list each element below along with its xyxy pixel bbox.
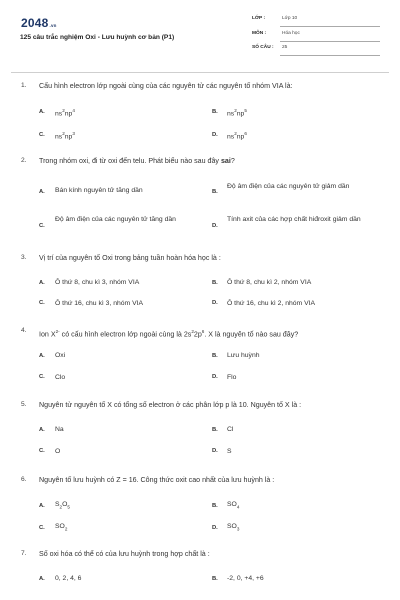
question-text: Nguyên tử nguyên tố X có tổng số electron ở các phân lớp p là 10. Nguyên tố X là : <box>39 401 302 409</box>
header-divider <box>11 72 389 73</box>
option-letter: D. <box>212 448 218 454</box>
option-letter: A. <box>39 576 45 582</box>
option-d[interactable]: Flo <box>227 374 237 381</box>
option-letter: A. <box>39 353 45 359</box>
option-a[interactable]: Oxi <box>55 352 66 359</box>
question-number: 3. <box>21 254 27 261</box>
option-c[interactable]: $SO_2$ <box>55 523 68 532</box>
option-letter: C. <box>39 448 45 454</box>
option-letter: B. <box>212 109 218 115</box>
count-value: 25 <box>282 45 288 50</box>
option-b[interactable]: -2, 0, +4, +6 <box>227 575 264 582</box>
option-letter: A. <box>39 109 45 115</box>
option-b[interactable]: Độ âm điện của các nguyên tử giảm dần <box>227 183 350 190</box>
option-a[interactable]: Bán kính nguyên tử tăng dần <box>55 187 143 194</box>
option-letter: B. <box>212 280 218 286</box>
option-letter: A. <box>39 427 45 433</box>
option-letter: D. <box>212 132 218 138</box>
logo-suffix: .vn <box>49 23 57 28</box>
option-a[interactable]: Na <box>55 426 64 433</box>
option-letter: B. <box>212 427 218 433</box>
option-c[interactable]: Độ âm điện của các nguyên tử tăng dần <box>55 216 176 223</box>
question-number: 4. <box>21 327 27 334</box>
class-underline <box>280 26 380 27</box>
option-letter: C. <box>39 132 45 138</box>
question-text: Ion $X^{2-}$ có cấu hình electron lớp ngoài cùng là $2s^22p^6$. X là nguyên tố nào sau đây? <box>39 329 299 339</box>
count-label: SỐ CÂU : <box>252 45 274 50</box>
option-letter: D. <box>212 223 218 229</box>
option-c[interactable]: $ns^2np^3$ <box>55 131 75 141</box>
option-b[interactable]: $ns^2np^5$ <box>227 108 247 118</box>
question-text: Trong nhóm oxi, đi từ oxi đến telu. Phát biểu nào sau đây sai? <box>39 157 235 165</box>
subject-label: MÔN : <box>252 31 267 36</box>
question-text: Số oxi hóa có thể có của lưu huỳnh trong hợp chất là : <box>39 550 210 558</box>
option-b[interactable]: Ô thứ 8, chu kì 2, nhóm VIA <box>227 279 312 286</box>
option-letter: B. <box>212 576 218 582</box>
option-a[interactable]: Ô thứ 8, chu kì 3, nhóm VIA <box>55 279 140 286</box>
logo[interactable]: 2048.vn <box>21 16 57 30</box>
option-b[interactable]: $SO_4$ <box>227 501 240 510</box>
option-letter: A. <box>39 503 45 509</box>
class-field <box>252 14 380 28</box>
option-letter: C. <box>39 300 45 306</box>
subject-underline <box>280 41 380 42</box>
option-letter: D. <box>212 300 218 306</box>
question-number: 5. <box>21 401 27 408</box>
option-letter: A. <box>39 280 45 286</box>
question-number: 6. <box>21 476 27 483</box>
page-header <box>0 0 400 76</box>
option-c[interactable]: Clo <box>55 374 66 381</box>
subject-value: Hóa học <box>282 31 300 36</box>
page-title: 125 câu trắc nghiệm Oxi - Lưu huỳnh cơ bản (P1) <box>20 34 175 41</box>
option-letter: B. <box>212 353 218 359</box>
option-b[interactable]: Cl <box>227 426 234 433</box>
question-text: Nguyên tố lưu huỳnh có Z = 16. Công thức oxit cao nhất của lưu huỳnh là : <box>39 476 275 484</box>
question-text: Cấu hình electron lớp ngoài cùng của các nguyên tử các nguyên tố nhóm VIA là: <box>39 82 293 90</box>
option-d[interactable]: Tính axit của các hợp chất hiđroxit giảm dần <box>227 216 361 223</box>
subject-field <box>252 29 380 43</box>
option-c[interactable]: O <box>55 448 61 455</box>
question-number: 7. <box>21 550 27 557</box>
option-letter: D. <box>212 525 218 531</box>
option-d[interactable]: $SO_3$ <box>227 523 240 532</box>
option-letter: B. <box>212 503 218 509</box>
option-c[interactable]: Ô thứ 16, chu kì 3, nhóm VIA <box>55 300 144 307</box>
option-letter: C. <box>39 374 45 380</box>
option-letter: A. <box>39 189 45 195</box>
option-letter: D. <box>212 374 218 380</box>
count-field <box>252 43 380 57</box>
class-label: LỚP : <box>252 16 266 21</box>
option-a[interactable]: $S_2O_5$ <box>55 501 70 510</box>
option-a[interactable]: $ns^2np^4$ <box>55 108 75 118</box>
question-text: Vị trí của nguyên tố Oxi trong bảng tuần hoàn hóa học là : <box>39 254 221 262</box>
option-letter: B. <box>212 189 218 195</box>
option-b[interactable]: Lưu huỳnh <box>227 352 260 359</box>
class-value: Lớp 10 <box>282 16 298 21</box>
count-underline <box>280 55 380 56</box>
question-number: 2. <box>21 157 27 164</box>
option-d[interactable]: $ns^2np^6$ <box>227 131 247 141</box>
option-d[interactable]: Ô thứ 16, chu kì 2, nhóm VIA <box>227 300 316 307</box>
option-letter: C. <box>39 525 45 531</box>
option-a[interactable]: 0, 2, 4, 6 <box>55 575 82 582</box>
emphasis-word: sai <box>220 157 231 165</box>
option-letter: C. <box>39 223 45 229</box>
option-d[interactable]: S <box>227 448 232 455</box>
question-number: 1. <box>21 82 27 89</box>
